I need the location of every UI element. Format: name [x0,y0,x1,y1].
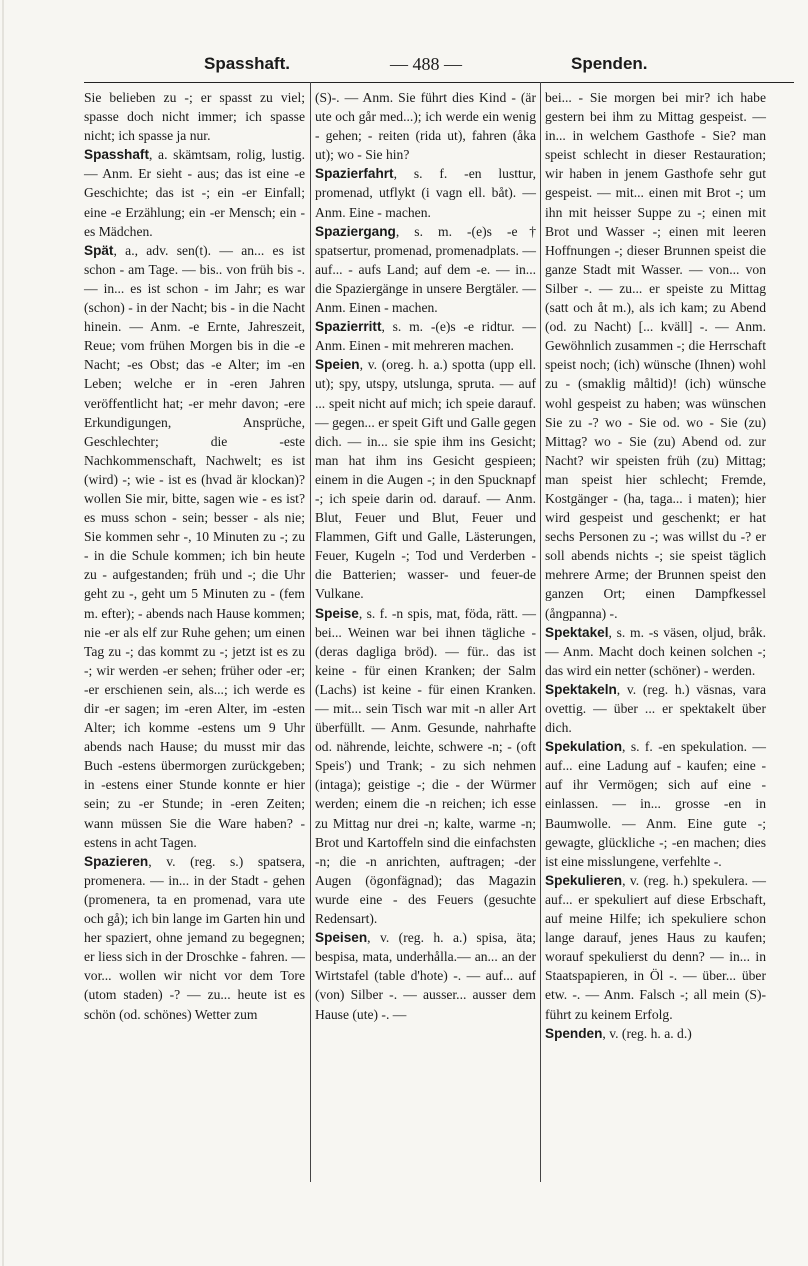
entry-paragraph: Speise, s. f. -n spis, mat, föda, rätt. — bei... Weinen war bei ihnen tägliche - (deras dagliga bröd). — für.. das ist keine - für einen Kranken; der Salm (Lachs) ist keine - für einen Kranken. — mit... sein Tisch war mit -n aller Art überfüllt. — Anm. Gesunde, nahrhafte od. nährende, leichte, schwere -n; - (oft Speis') und Trank; - zu sich nehmen (intaga); geistige -; die - der Würmer werden; einem die -n reichen; ich esse zu Mittag nur drei -n; kalte, warme -n; Brot und Kartoffeln sind die einfachsten -n; die -n anrichten, auftragen; -der Augen (ögonfägnad); das Magazin wurde eine - des Feuers (gesuchte Redensart). [315,605,536,927]
entry-paragraph: Spazierritt, s. m. -(e)s -e ridtur. — Anm. Einen - mit mehreren machen. [315,319,536,354]
running-header [0,49,808,79]
headword: Spenden [545,1025,603,1041]
entry-paragraph: Spazieren, v. (reg. s.) spatsera, promenera. — in... in der Stadt - gehen (promenera, ta en promenad, vara ute och gå); ich bin lange im Garten hin und her spaziert, ohne jemand zu begegnen; er liess sich in der Droschke - fahren. — vor... wollen wir nicht vor dem Tore (utom staden) -? — zu... heute ist es schön (od. schönes) Wetter zum [84,853,305,1022]
entry-paragraph: Spät, a., adv. sen(t). — an... es ist schon - am Tage. — bis.. von früh bis -. — in... es ist schon - im Jahr; es war (schon) - in der Nacht; bis - in die Nacht hinein. — Anm. -e Ernte, Jahreszeit, Reue; vom frühen Morgen bis in die -e Nacht; -es Obst; das -e Alter; im -en Leben; welche er in -eren Jahren veröffentlicht hat; -er mehr davon; -ere Erkundigungen, Ansprüche, Geschlechter; die -este Nachkommenschaft, Nachwelt; es ist (wird) -; wie - ist es (hvad är klockan)? wollen Sie mir, bitte, sagen wie - es ist? es muss schon - sein; besser - als nie; Sie kommen sehr -, 10 Minuten zu -; zu - in die Schule kommen; ich bin heute zu - aufgestanden; früh und -; die Uhr geht zu -, geht um 5 Minuten zu - (fem m. efter); - abends nach Hause kommen; nie -er als elf zur Ruhe gehen; um einen Tag zu -; das kommt zu -; jetzt ist es zu -; wir werden -er sehen; früher oder -er; -er erschienen sein, als...; ich werde es dir -er sagen; im -eren Alter, im -esten Alter; ich komme -estens um 9 Uhr abends nach Hause; du musst mir das Buch -estens übermorgen zurückgeben; in -estens einer Stunde konnte er hier sein; zu -er Stunde; in -eren Zeiten; wann müssen Sie die Ware haben? -estens in acht Tagen. [84,242,305,850]
entry-paragraph: (S)-. — Anm. Sie führt dies Kind - (är ute och går med...); ich werde ein wenig - gehen; - reiten (rida ut), fahren (åka ut); wo - Sie hin? [315,90,536,163]
entry-paragraph: Spaziergang, s. m. -(e)s -e† spatsertur, promenad, promenadplats. — auf... - aufs Land; auf dem -e. — in... die Spaziergänge in unsere Bergtäler. — Anm. Einen - machen. [315,223,536,316]
headword: Spasshaft [84,147,149,163]
entry-paragraph: bei... - Sie morgen bei mir? ich habe gestern bei ihm zu Mittag gespeist. — in... in welchem Gasthofe - Sie? man speist schlecht in dieser Restauration; wir haben in jenem Gasthofe sehr gut gespeist. — mit... einen mit Brot -; um ihn mit heisser Suppe zu -; einen mit Brot und Wasser -; einen mit leeren Hoffnungen -; dieser Brunnen speist die ganze Stadt mit Wasser. — von... von Silber -. — zu... er speiste zu Mittag (satt och åt m.), als ich kam; zu Abend (od. zu Nacht) [... kväll] -. — Anm. Gewöhnlich zusammen -; die Herrschaft speist noch; (ich) wünsche (Ihnen) wohl zu - (smaklig måltid)! (ich) wünsche wohl gespeist zu haben; was wünschen Sie zu -? wo - Sie od. wo - Sie (zu) Mittag? wo - Sie (zu) Abend od. zur Nacht? wir speisten früh (zu) Mittag; man speist hier schlecht; Fremde, Kostgänger - (ha, taga... i maten); hier wird gespeist und geschenkt; er hat sechs Personen zu -; was willst du -? er soll abends nichts -; sie speist täglich mehrere Arme; der Brunnen speist den ganzen Ort; einen Dampfkessel (ångpanna) -. [545,90,766,621]
column-divider-1 [310,82,311,1182]
headword: Spazierritt [315,319,382,335]
headword: Spektakel [545,624,609,640]
column-2 [315,88,536,1024]
headword: Spaziergang [315,223,396,239]
headword: Spektakeln [545,681,617,697]
headword: Speisen [315,930,368,946]
headword: Speien [315,357,360,373]
headword: Speise [315,605,359,621]
entry-paragraph: Sie belieben zu -; er spasst zu viel; spasse doch nicht immer; ich spasse nicht; ich spasse ja nur. [84,90,305,144]
entry-paragraph: Spektakeln, v. (reg. h.) väsnas, vara ovettig. — über ... er spektakelt über dich. [545,681,766,736]
entry-paragraph: Spasshaft, a. skämtsam, rolig, lustig. — Anm. Er sieht - aus; das ist eine -e Geschichte; das ist -; ein -er Einfall; eine -e Erzählung; ein -er Mensch; ein -es Mädchen. [84,147,305,239]
column-1 [84,88,305,1024]
entry-paragraph: Spazierfahrt, s. f. -en lusttur, promenad, utflykt (i vagn ell. båt). — Anm. Eine - machen. [315,166,536,220]
headword: Spazieren [84,853,149,869]
entry-paragraph: Spekulieren, v. (reg. h.) spekulera. — auf... er spekuliert auf diese Erbschaft, auf meine Hilfe; ich spekuliere schon lange darauf, jenes Haus zu kaufen; worauf spekulierst du denn? — in... in Staatspapieren, in Öl -. — über... über etw. -. — Anm. Falsch -; all mein (S)- führt zu keinem Erfolg. [545,872,766,1022]
header-rule [84,82,794,83]
entry-paragraph: Speien, v. (oreg. h. a.) spotta (upp ell. ut); spy, utspy, utslunga, spruta. — auf ... speit nicht auf mich; ich speie darauf. — gegen... er speit Gift und Galle gegen dich. — in... sie spie ihm ins Gesicht; man hat ihm ins Gesicht gespieen; einem in die Augen -; in den Spucknapf -; ich speie darin od. darauf. — Anm. Blut, Feuer und Blut, Feuer und Flammen, Gift und Galle, Lästerungen, Feuer, Kugeln -; Tod und Verderben - die Batterien; wasser- und feuer-de Vulkane. [315,357,536,602]
header-left-guideword: Spasshaft. [204,54,290,73]
entry-paragraph: Speisen, v. (reg. h. a.) spisa, äta; bespisa, mata, underhålla.— an... an der Wirtstafel (table d'hote) -. — auf... auf (von) Silber -. — ausser... ausser dem Hause (ute) -. — [315,930,536,1022]
entry-paragraph: Spektakel, s. m. -s väsen, oljud, bråk. — Anm. Macht doch keinen solchen -; das wird ein netter (schöner) - werden. [545,624,766,678]
column-3 [545,88,766,1043]
headword: Spät [84,242,114,258]
entry-paragraph: Spenden, v. (reg. h. a. d.) [545,1025,692,1041]
column-divider-2 [540,82,541,1182]
header-right-guideword: Spenden. [571,54,648,73]
headword: Spekulation [545,739,623,755]
page-number: — 488 — [390,54,462,74]
page-edge-shadow [2,0,4,1266]
headword: Spazierfahrt [315,166,394,182]
entry-paragraph: Spekulation, s. f. -en spekulation. — auf... eine Ladung auf - kaufen; eine - auf ihr Vermögen; sich auf eine - einlassen. — in... grosse -en in Baumwolle. — Anm. Eine gute -; gewagte, glückliche -; -en machen; dies ist eine misslungene, verfehlte -. [545,739,766,869]
headword: Spekulieren [545,872,623,888]
